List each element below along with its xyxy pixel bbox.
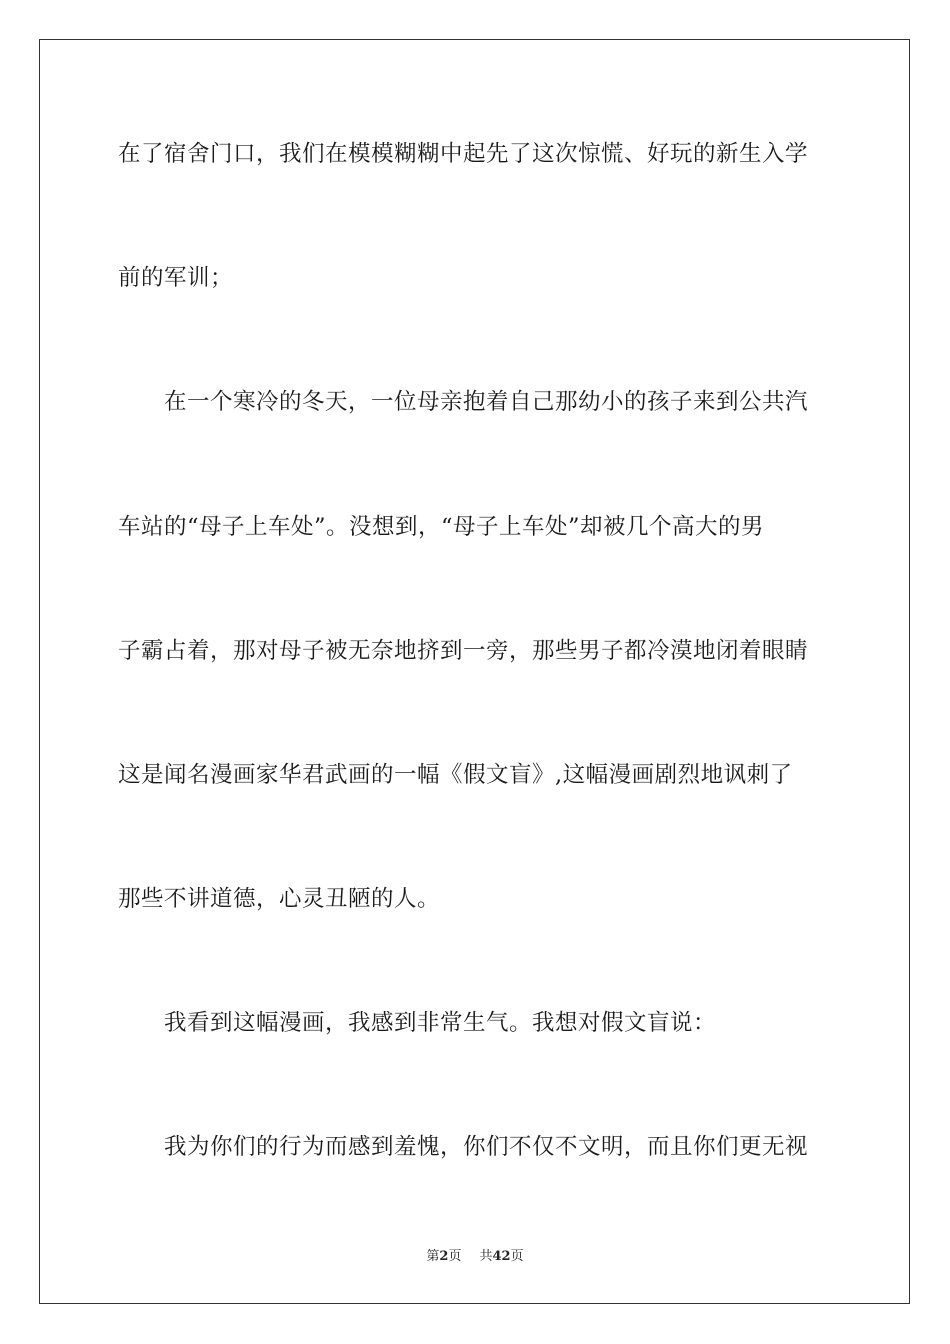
text-line-5: 子霸占着，那对母子被无奈地挤到一旁，那些男子都冷漠地闭着眼睛 [118,638,809,664]
text-line-4: 车站的“母子上车处”。没想到，“母子上车处”却被几个高大的男 [118,514,765,540]
text-line-7: 那些不讲道德，心灵丑陋的人。 [118,886,441,912]
text-line-6: 这是闻名漫画家华君武画的一幅《假文盲》,这幅漫画剧烈地讽刺了 [118,762,793,788]
text-line-2: 前的军训； [118,265,234,291]
page-border [39,39,910,1304]
footer-total-suffix: 页 [510,1249,524,1264]
text-line-8: 我看到这幅漫画，我感到非常生气。我想对假文盲说： [164,1010,717,1036]
text-line-1: 在了宿舍门口，我们在模模糊糊中起先了这次惊慌、好玩的新生入学 [118,141,809,167]
footer-page-number: 2 [439,1249,449,1264]
text-line-3: 在一个寒冷的冬天，一位母亲抱着自己那幼小的孩子来到公共汽 [164,389,809,415]
text-line-9: 我为你们的行为而感到羞愧，你们不仅不文明，而且你们更无视 [164,1134,809,1160]
footer-page-prefix: 第 [426,1249,440,1264]
footer-total-pages: 42 [492,1249,511,1264]
footer-page-suffix: 页 [448,1249,462,1264]
page-footer [0,1248,950,1266]
footer-total-prefix: 共 [479,1249,493,1264]
